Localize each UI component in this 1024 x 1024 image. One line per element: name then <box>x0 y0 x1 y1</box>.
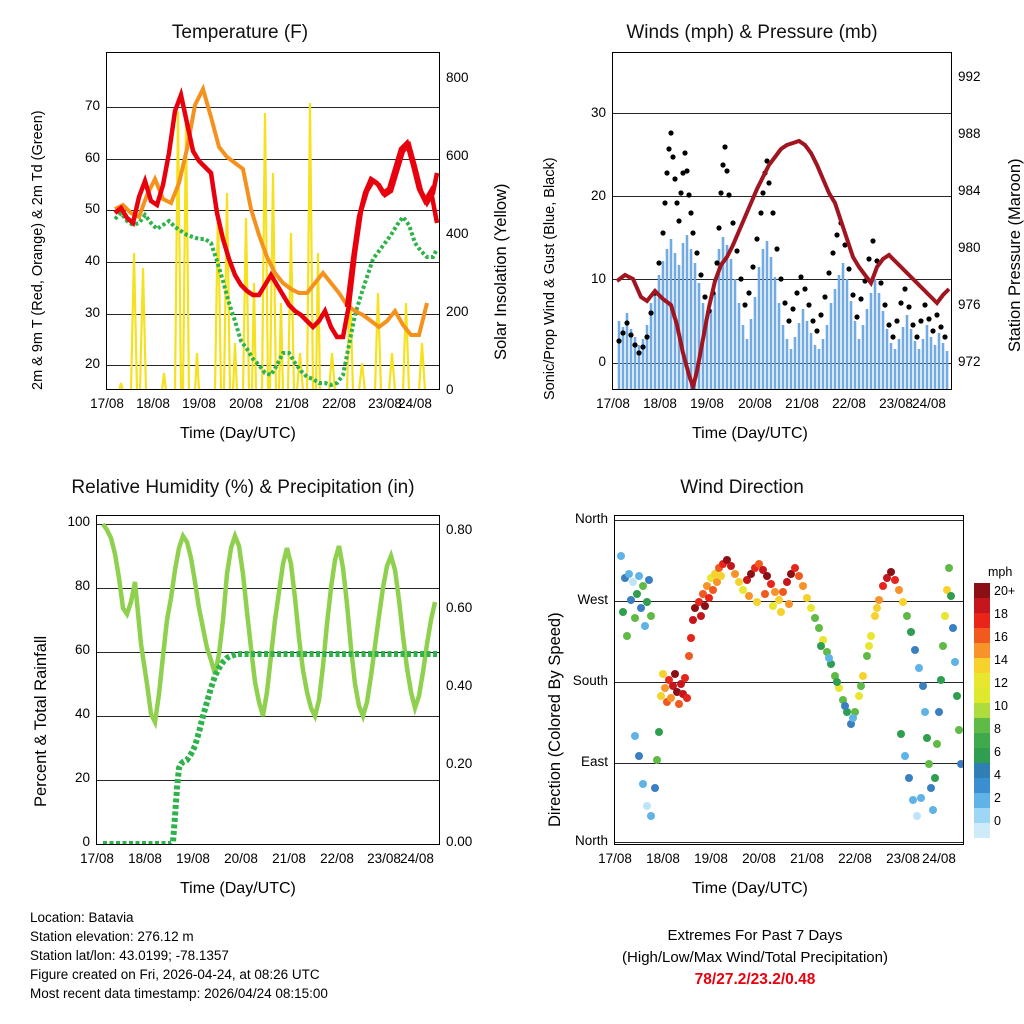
colorbar-label: 6 <box>994 745 1001 759</box>
winddir-ytick: North <box>574 511 608 526</box>
temperature-title: Temperature (F) <box>171 22 309 43</box>
colorbar-swatch <box>974 673 990 688</box>
winddir-xtick: 19/08 <box>694 851 728 866</box>
colorbar-label: 16 <box>994 630 1008 644</box>
humidity-ytick: 0 <box>82 834 90 849</box>
colorbar-label: 2 <box>994 791 1001 805</box>
humidity-ytick: 20 <box>74 770 90 785</box>
humidity-ytick: 40 <box>74 706 90 721</box>
colorbar-swatch <box>974 613 990 628</box>
humidity-xtick: 17/08 <box>80 851 114 866</box>
temperature-ylabel-left: 2m & 9m T (Red, Orange) & 2m Td (Green) <box>30 110 46 390</box>
temperature-ylabel-right: Solar Insolation (Yellow) <box>492 183 510 360</box>
winddir-xtick: 23/08 <box>886 851 920 866</box>
station-info <box>30 908 328 1003</box>
winds-ylabel-right: Station Pressure (Maroon) <box>1006 158 1024 352</box>
temperature-xtick: 23/08 <box>368 396 402 411</box>
panel-wind-direction <box>512 455 1024 915</box>
humidity-ytick: 100 <box>67 514 90 529</box>
temperature-plot <box>106 52 440 390</box>
winds-xtick: 23/08 <box>879 396 913 411</box>
humidity-xtick: 23/08 <box>367 851 401 866</box>
extremes-summary <box>520 925 990 991</box>
winds-ytick: 30 <box>590 105 606 120</box>
temperature-ytick: 50 <box>84 201 100 216</box>
colorbar-label: 4 <box>994 768 1001 782</box>
winds-xtick: 18/08 <box>643 396 677 411</box>
winddir-xtick: 21/08 <box>790 851 824 866</box>
humidity-plot <box>96 515 440 845</box>
temperature-ytick-right: 200 <box>446 304 469 319</box>
temperature-ytick: 70 <box>84 98 100 113</box>
winddir-ytick: East <box>580 754 608 769</box>
humidity-xtick: 18/08 <box>128 851 162 866</box>
colorbar-swatch <box>974 733 990 748</box>
colorbar-label: 0 <box>994 814 1001 828</box>
station-info-line: Location: Batavia <box>30 910 134 925</box>
station-info-line: Station elevation: 276.12 m <box>30 929 194 944</box>
winds-ytick-right: 980 <box>958 240 981 255</box>
winds-ylabel-left: Sonic/Prop Wind & Gust (Blue, Black) <box>542 157 558 400</box>
winds-ytick: 0 <box>598 354 606 369</box>
temperature-ytick-right: 400 <box>446 226 469 241</box>
temperature-xtick: 21/08 <box>275 396 309 411</box>
winddir-xtick: 24/08 <box>922 851 956 866</box>
colorbar-swatch <box>974 703 990 718</box>
humidity-xtick: 22/08 <box>320 851 354 866</box>
colorbar-label: 10 <box>994 699 1008 713</box>
humidity-ytick: 80 <box>74 578 90 593</box>
colorbar-title: mph <box>988 565 1013 579</box>
temperature-ytick: 60 <box>84 150 100 165</box>
winds-title: Winds (mph) & Pressure (mb) <box>626 22 878 43</box>
winddir-title: Wind Direction <box>680 477 804 498</box>
winds-series <box>613 53 952 390</box>
humidity-ytick-right: 0.60 <box>446 600 473 615</box>
colorbar-swatch <box>974 643 990 658</box>
temperature-xtick: 22/08 <box>322 396 356 411</box>
winddir-ytick: West <box>577 592 608 607</box>
temperature-xlabel: Time (Day/UTC) <box>180 425 296 442</box>
humidity-ytick-right: 0.20 <box>446 756 473 771</box>
winddir-xtick: 18/08 <box>646 851 680 866</box>
temperature-ytick-right: 0 <box>446 382 454 397</box>
winds-ytick: 10 <box>590 271 606 286</box>
colorbar-swatch <box>974 718 990 733</box>
temperature-xtick: 19/08 <box>182 396 216 411</box>
temperature-xtick: 18/08 <box>136 396 170 411</box>
colorbar-swatch <box>974 748 990 763</box>
winds-xtick: 22/08 <box>832 396 866 411</box>
winddir-xtick: 22/08 <box>838 851 872 866</box>
station-info-line: Figure created on Fri, 2026-04-24, at 08:26 UTC <box>30 967 320 982</box>
panel-humidity <box>0 455 512 915</box>
humidity-series <box>97 516 440 845</box>
humidity-xlabel: Time (Day/UTC) <box>180 880 296 897</box>
winddir-ylabel-left: Direction (Colored By Speed) <box>546 612 564 827</box>
winddir-xtick: 20/08 <box>742 851 776 866</box>
humidity-xtick: 20/08 <box>224 851 258 866</box>
extremes-subheading: (High/Low/Max Wind/Total Precipitation) <box>622 949 888 966</box>
colorbar-swatch <box>974 763 990 778</box>
temperature-xtick: 20/08 <box>229 396 263 411</box>
temperature-series <box>107 53 440 390</box>
colorbar-label: 18 <box>994 607 1008 621</box>
colorbar-swatch <box>974 583 990 598</box>
winddir-plot <box>614 515 964 845</box>
temperature-ytick-right: 600 <box>446 148 469 163</box>
colorbar-label: 8 <box>994 722 1001 736</box>
winds-plot <box>612 52 952 390</box>
winds-xtick: 24/08 <box>912 396 946 411</box>
colorbar-swatch <box>974 793 990 808</box>
winds-ytick-right: 984 <box>958 183 981 198</box>
winds-ytick-right: 976 <box>958 297 981 312</box>
extremes-heading: Extremes For Past 7 Days <box>667 927 843 944</box>
humidity-ytick: 60 <box>74 642 90 657</box>
temperature-ytick: 20 <box>84 356 100 371</box>
winddir-ytick: North <box>574 833 608 848</box>
humidity-xtick: 19/08 <box>176 851 210 866</box>
humidity-ylabel-left: Percent & Total Rainfall <box>32 635 50 807</box>
winds-ytick-right: 992 <box>958 69 981 84</box>
temperature-ytick-right: 800 <box>446 70 469 85</box>
temperature-xtick: 24/08 <box>398 396 432 411</box>
extremes-values: 78/27.2/23.2/0.48 <box>694 971 816 988</box>
winddir-scatter <box>615 516 964 845</box>
colorbar-swatch <box>974 628 990 643</box>
humidity-xtick: 21/08 <box>272 851 306 866</box>
colorbar-label: 14 <box>994 653 1008 667</box>
panel-winds <box>512 0 1024 455</box>
humidity-ytick-right: 0.00 <box>446 834 473 849</box>
panel-temperature <box>0 0 512 455</box>
winds-xtick: 17/08 <box>596 396 630 411</box>
wind-speed-colorbar <box>974 565 1024 855</box>
colorbar-label: 12 <box>994 676 1008 690</box>
humidity-xtick: 24/08 <box>400 851 434 866</box>
winds-xtick: 20/08 <box>738 396 772 411</box>
winddir-xlabel: Time (Day/UTC) <box>692 880 808 897</box>
winds-xlabel: Time (Day/UTC) <box>692 425 808 442</box>
colorbar-swatch <box>974 808 990 823</box>
winddir-xtick: 17/08 <box>598 851 632 866</box>
humidity-title: Relative Humidity (%) & Precipitation (in) <box>71 477 415 498</box>
station-info-line: Station lat/lon: 43.0199; -78.1357 <box>30 948 229 963</box>
temperature-ytick: 40 <box>84 253 100 268</box>
colorbar-swatch <box>974 598 990 613</box>
humidity-ytick-right: 0.80 <box>446 522 473 537</box>
temperature-xtick: 17/08 <box>90 396 124 411</box>
colorbar-swatch <box>974 778 990 793</box>
colorbar-swatch <box>974 823 990 838</box>
colorbar-swatch <box>974 658 990 673</box>
winds-ytick: 20 <box>590 188 606 203</box>
colorbar-swatch <box>974 688 990 703</box>
winds-ytick-right: 972 <box>958 354 981 369</box>
colorbar-label: 20+ <box>994 584 1016 598</box>
winds-xtick: 19/08 <box>690 396 724 411</box>
winddir-ytick: South <box>572 673 608 688</box>
humidity-ytick-right: 0.40 <box>446 678 473 693</box>
winds-ytick-right: 988 <box>958 126 981 141</box>
winds-xtick: 21/08 <box>785 396 819 411</box>
station-info-line: Most recent data timestamp: 2026/04/24 08:15:00 <box>30 986 328 1001</box>
temperature-ytick: 30 <box>84 305 100 320</box>
